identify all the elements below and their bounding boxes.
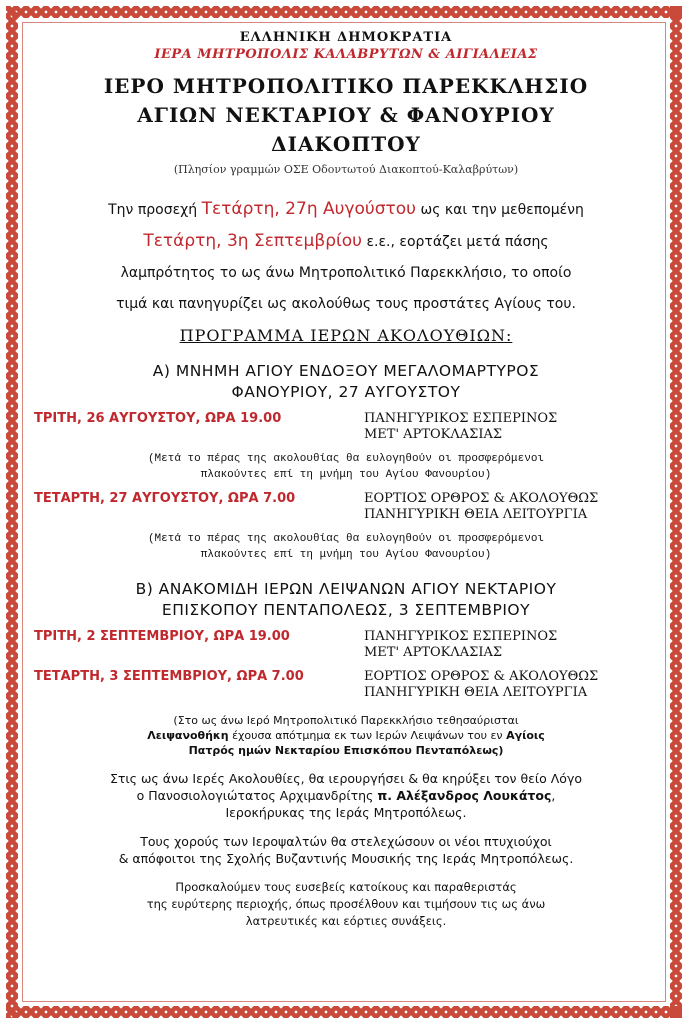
closing-line: λατρευτικές και εόρτιες συνάξεις. xyxy=(245,914,447,928)
section-b-heading xyxy=(34,579,658,621)
preacher-text: ο Πανοσιολογιώτατος Αρχιμανδρίτης xyxy=(136,788,378,803)
closing-paragraph xyxy=(34,879,658,930)
section-heading-line: Β) ΑΝΑΚΟΜΙΔΗ ΙΕΡΩΝ ΛΕΙΨΑΝΩΝ ΑΓΙΟΥ ΝΕΚΤΑΡΙΟΥ xyxy=(135,580,557,598)
intro-date-highlight: Τετάρτη, 3η Σεπτεμβρίου xyxy=(143,231,362,251)
schedule-date: ΤΡΙΤΗ, 2 ΣΕΠΤΕΜΒΡΙΟΥ, ΩΡΑ 19.00 xyxy=(34,629,290,644)
closing-line: της ευρύτερης περιοχής, όπως προσέλθουν και τιμήσουν τις ως άνω xyxy=(146,897,546,911)
service-line: ΕΟΡΤΙΟΣ ΟΡΘΡΟΣ & ΑΚΟΛΟΥΘΩΣ xyxy=(364,491,599,506)
intro-date-highlight: Τετάρτη, 27η Αυγούστου xyxy=(201,199,417,219)
metropolis-heading: ΙΕΡΑ ΜΗΤΡΟΠΟΛΙΣ ΚΑΛΑΒΡΥΤΩΝ & ΑΙΓΙΑΛΕΙΑΣ xyxy=(154,47,538,62)
relics-line xyxy=(34,728,658,743)
note-line: πλακούντες επί τη μνήμη του Αγίου Φανουρίου) xyxy=(200,469,492,481)
intro-text: Την προσεχή xyxy=(108,202,202,218)
relics-bold: Αγίοις xyxy=(506,729,545,742)
schedule-service xyxy=(364,629,658,661)
location-subtitle: (Πλησίον γραμμών ΟΣΕ Οδοντωτού Διακοπτού-Καλαβρύτων) xyxy=(173,163,519,176)
chapel-title xyxy=(34,72,658,159)
intro-text: ως και την μεθεπομένη xyxy=(416,202,584,218)
relics-line: (Στο ως άνω Ιερό Μητροπολιτικό Παρεκκλήσιο τεθησαύρισται xyxy=(173,714,519,727)
note-line: (Μετά το πέρας της ακολουθίας θα ευλογηθούν οι προσφερόμενοι xyxy=(147,533,545,545)
preacher-line: Ιεροκήρυκας της Ιεράς Μητροπόλεως. xyxy=(225,805,467,820)
preacher-line xyxy=(34,787,658,804)
schedule-service xyxy=(364,669,658,701)
relics-text: έχουσα απότμημα εκ των Ιερών Λειψάνων του εν xyxy=(228,729,507,742)
choir-paragraph xyxy=(34,833,658,867)
service-line: ΜΕΤ' ΑΡΤΟΚΛΑΣΙΑΣ xyxy=(364,645,503,660)
schedule-date: ΤΡΙΤΗ, 26 ΑΥΓΟΥΣΤΟΥ, ΩΡΑ 19.00 xyxy=(34,411,282,426)
service-line: ΕΟΡΤΙΟΣ ΟΡΘΡΟΣ & ΑΚΟΛΟΥΘΩΣ xyxy=(364,669,599,684)
section-heading-line: Α) ΜΝΗΜΗ ΑΓΙΟΥ ΕΝΔΟΞΟΥ ΜΕΓΑΛΟΜΑΡΤΥΡΟΣ xyxy=(152,362,540,380)
border-pattern-bottom xyxy=(6,1006,682,1018)
border-pattern-right xyxy=(670,6,682,1018)
note-line: πλακούντες επί τη μνήμη του Αγίου Φανουρίου) xyxy=(200,549,492,561)
schedule-row xyxy=(34,629,658,661)
service-line: ΠΑΝΗΓΥΡΙΚΟΣ ΕΣΠΕΡΙΝΟΣ xyxy=(364,411,558,426)
schedule-service xyxy=(364,411,658,443)
relics-line: Πατρός ημών Νεκταρίου Επισκόπου Πενταπόλεως) xyxy=(188,744,504,757)
border-pattern-top xyxy=(6,6,682,18)
closing-line: Προσκαλούμεν τους ευσεβείς κατοίκους και παραθεριστάς xyxy=(175,880,517,894)
title-line: ΑΓΙΩΝ ΝΕΚΤΑΡΙΟΥ & ΦΑΝΟΥΡΙΟΥ xyxy=(137,103,555,127)
intro-line: λαμπρότητος το ως άνω Μητροπολιτικό Παρεκκλήσιο, το οποίο xyxy=(120,265,572,281)
section-heading-line: ΕΠΙΣΚΟΠΟΥ ΠΕΝΤΑΠΟΛΕΩΣ, 3 ΣΕΠΤΕΜΒΡΙΟΥ xyxy=(161,601,531,619)
title-line: ΙΕΡΟ ΜΗΤΡΟΠΟΛΙΤΙΚΟ ΠΑΡΕΚΚΛΗΣΙΟ xyxy=(103,74,589,98)
program-title: ΠΡΟΓΡΑΜΜΑ ΙΕΡΩΝ ΑΚΟΛΟΥΘΙΩΝ: xyxy=(179,326,513,345)
note-line: (Μετά το πέρας της ακολουθίας θα ευλογηθούν οι προσφερόμενοι xyxy=(147,453,545,465)
section-heading-line: ΦΑΝΟΥΡΙΟΥ, 27 ΑΥΓΟΥΣΤΟΥ xyxy=(231,383,461,401)
blessing-note xyxy=(34,451,658,483)
schedule-service xyxy=(364,491,658,523)
relics-note xyxy=(34,713,658,758)
choir-line: & απόφοιτοι της Σχολής Βυζαντινής Μουσικής της Ιεράς Μητροπόλεως. xyxy=(118,851,574,866)
schedule-row xyxy=(34,411,658,443)
title-line: ΔΙΑΚΟΠΤΟΥ xyxy=(271,132,421,156)
intro-line xyxy=(34,194,658,226)
relics-bold: Λειψανοθήκη xyxy=(147,729,229,742)
preacher-name: π. Αλέξανδρος Λουκάτος xyxy=(377,788,552,803)
blessing-note xyxy=(34,531,658,563)
preacher-paragraph xyxy=(34,770,658,821)
preacher-text: , xyxy=(551,788,556,803)
announcement xyxy=(34,30,658,930)
service-line: ΠΑΝΗΓΥΡΙΚΟΣ ΕΣΠΕΡΙΝΟΣ xyxy=(364,629,558,644)
service-line: ΜΕΤ' ΑΡΤΟΚΛΑΣΙΑΣ xyxy=(364,427,503,442)
schedule-row xyxy=(34,669,658,701)
intro-text: ε.ε., εορτάζει μετά πάσης xyxy=(362,234,549,250)
state-heading: ΕΛΛΗΝΙΚΗ ΔΗΜΟΚΡΑΤΙΑ xyxy=(239,30,453,45)
schedule-row xyxy=(34,491,658,523)
service-line: ΠΑΝΗΓΥΡΙΚΗ ΘΕΙΑ ΛΕΙΤΟΥΡΓΙΑ xyxy=(364,685,588,700)
preacher-line: Στις ως άνω Ιερές Ακολουθίες, θα ιερουργήσει & θα κηρύξει τον θείο Λόγο xyxy=(109,771,582,786)
section-a-heading xyxy=(34,361,658,403)
intro-paragraph xyxy=(34,194,658,320)
intro-line: τιμά και πανηγυρίζει ως ακολούθως τους προστάτες Αγίους του. xyxy=(116,296,576,312)
schedule-date: ΤΕΤΑΡΤΗ, 27 ΑΥΓΟΥΣΤΟΥ, ΩΡΑ 7.00 xyxy=(34,491,296,506)
intro-line xyxy=(34,226,658,258)
border-pattern-left xyxy=(6,6,18,1018)
choir-line: Τους χορούς των Ιεροψαλτών θα στελεχώσουν οι νέοι πτυχιούχοι xyxy=(140,834,552,849)
schedule-date: ΤΕΤΑΡΤΗ, 3 ΣΕΠΤΕΜΒΡΙΟΥ, ΩΡΑ 7.00 xyxy=(34,669,304,684)
service-line: ΠΑΝΗΓΥΡΙΚΗ ΘΕΙΑ ΛΕΙΤΟΥΡΓΙΑ xyxy=(364,507,588,522)
